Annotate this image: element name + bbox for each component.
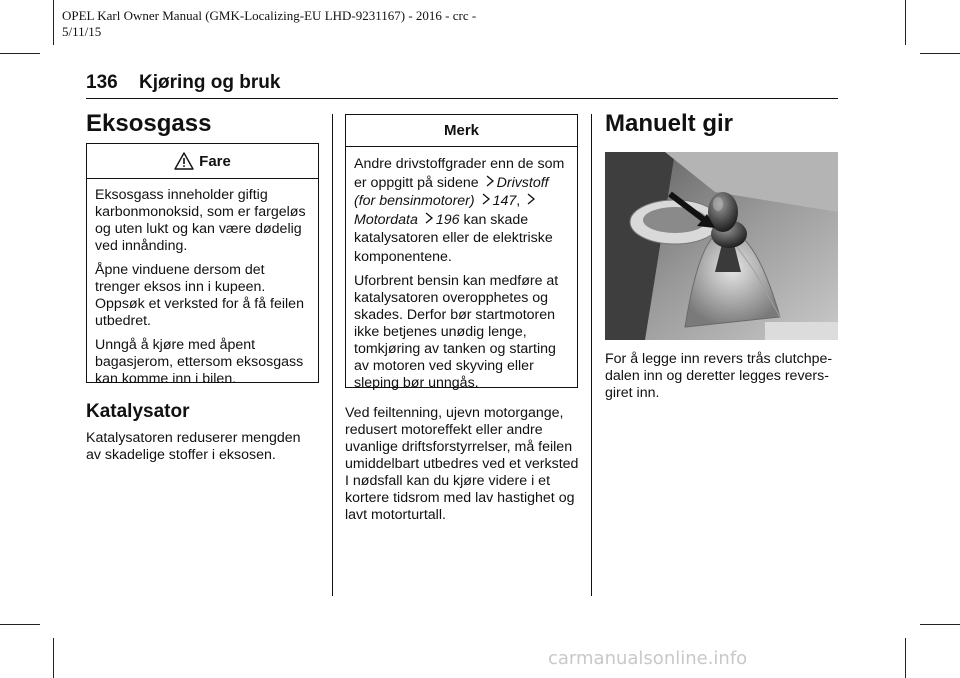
warning-title: Fare xyxy=(199,152,231,170)
note-box-body xyxy=(346,147,577,392)
gear-shift-drawing xyxy=(605,152,838,340)
note-title: Merk xyxy=(443,122,480,139)
katalysator-paragraph: Katalysatoren reduserer mengden av skadelige stoffer i eksosen. xyxy=(86,430,301,463)
note-paragraph: Andre drivstoffgrader enn de som er oppgitt på sidene Drivstoff (for bensinmotorer) 147, Motordata 196 kan skade katalysatoren eller de elektriske komponentene. xyxy=(354,156,565,265)
page-reference-arrow-icon xyxy=(485,175,495,187)
heading-eksosgass: Eksosgass xyxy=(86,110,212,137)
crop-mark xyxy=(53,0,54,45)
page-header xyxy=(86,72,280,94)
ref-motordata[interactable]: Motordata xyxy=(354,211,418,228)
warning-box-body xyxy=(87,179,318,388)
warning-paragraph: Åpne vinduene dersom det trenger eksos inn i kupeen. Oppsøk et verksted for å få feilen utbedret. xyxy=(95,262,304,329)
warning-box xyxy=(86,143,319,387)
print-header-line1: OPEL Karl Owner Manual (GMK-Localizing-EU LHD-9231167) - 2016 - crc - xyxy=(62,8,477,23)
crop-mark xyxy=(53,638,54,678)
feiltenning-text xyxy=(345,405,579,524)
page-reference-arrow-icon xyxy=(481,193,491,205)
manuelt-gir-paragraph: For å legge inn revers trås clutchpedalen inn og deretter legges reversgiret inn. xyxy=(605,351,833,401)
warning-paragraph: Eksosgass inneholder giftig karbonmonoksid, som er fargeløs og uten lukt og kan være dødelig ved innånding. xyxy=(95,187,306,254)
note-box-header xyxy=(346,115,577,147)
note-text: kan skade katalysatoren eller de elektriske komponentene. xyxy=(354,211,553,265)
warning-box-header xyxy=(87,144,318,179)
note-box xyxy=(345,114,578,391)
katalysator-text xyxy=(86,430,318,464)
column-divider xyxy=(591,114,592,596)
column-divider xyxy=(332,114,333,596)
header-rule xyxy=(86,98,838,99)
crop-mark xyxy=(905,638,906,678)
page-reference-arrow-icon xyxy=(424,212,434,224)
heading-katalysator: Katalysator xyxy=(86,401,190,422)
crop-mark xyxy=(0,624,40,625)
crop-mark xyxy=(920,53,960,54)
note-text: Andre drivstoffgrader enn de som er oppgitt på sidene xyxy=(354,156,565,191)
warning-paragraph: Unngå å kjøre med åpent bagasjerom, ettersom eksosgass kan komme inn i bilen. xyxy=(95,337,304,387)
crop-mark xyxy=(0,53,40,54)
section-title: Kjøring og bruk xyxy=(138,72,281,93)
manuelt-gir-text xyxy=(605,351,838,402)
ref-page-196[interactable]: 196 xyxy=(435,211,460,228)
crop-mark xyxy=(905,0,906,45)
gear-shift-illustration xyxy=(605,152,838,340)
print-header xyxy=(62,8,522,40)
page-reference-arrow-icon xyxy=(526,193,536,205)
watermark: carmanualsonline.info xyxy=(548,648,748,669)
note-paragraph: Uforbrent bensin kan medføre at katalysatoren overopphetes og skades. Derfor bør startmotoren ikke betjenes unødig lenge, tomkjøring av tanken og starting av motoren ved skyving eller sleping bør unngås. xyxy=(354,273,559,391)
crop-mark xyxy=(920,624,960,625)
ref-page-147[interactable]: 147 xyxy=(492,193,517,209)
ref-drivstoff[interactable]: Drivstoff (for bensinmotorer) xyxy=(354,174,549,209)
heading-manuelt-gir: Manuelt gir xyxy=(605,110,734,137)
feiltenning-paragraph: Ved feiltenning, ujevn motorgange, redusert motoreffekt eller andre uvanlige driftsforstyrrelser, må feilen umiddelbart utbedres ved et verksted I nødsfall kan du kjøre videre i et kortere tidsrom med lav hastighet og lavt motorturtall. xyxy=(345,405,579,523)
page-number: 136 xyxy=(86,72,118,93)
print-header-line2: 5/11/15 xyxy=(62,24,102,39)
warning-triangle-icon xyxy=(174,152,194,170)
